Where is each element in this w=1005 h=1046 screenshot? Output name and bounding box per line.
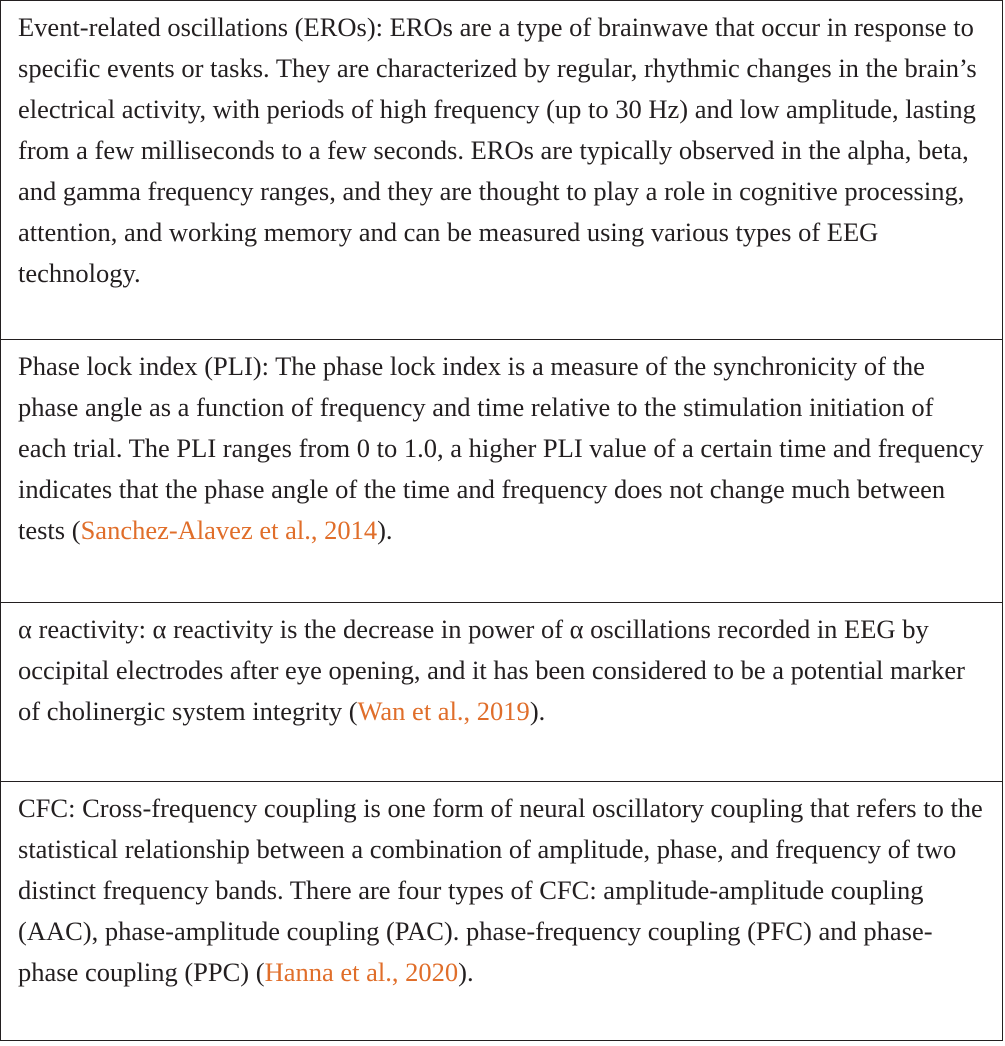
citation-link[interactable]: Hanna et al., 2020 xyxy=(264,957,459,987)
cfc-definition-cell xyxy=(1,782,1003,1041)
definition-suffix: ). xyxy=(377,515,393,545)
citation-link[interactable]: Wan et al., 2019 xyxy=(357,696,530,726)
definition-text: α reactivity: α reactivity is the decrease in power of α oscillations recorded in EEG by occipital electrodes after eye opening, and it has been considered to be a potential marker of cholinergic system integrity ( xyxy=(18,614,965,726)
pli-definition-cell xyxy=(1,340,1003,603)
definition-text: CFC: Cross-frequency coupling is one form of neural oscillatory coupling that refers to the statistical relationship between a combination of amplitude, phase, and frequency of two distinct frequency bands. There are four types of CFC: amplitude-amplitude coupling (AAC), phase-amplitude coupling (PAC). phase-frequency coupling (PFC) and phase-phase coupling (PPC) ( xyxy=(18,793,983,987)
citation-link[interactable]: Sanchez-Alavez et al., 2014 xyxy=(80,515,378,545)
ero-definition-cell xyxy=(1,1,1003,340)
table-row xyxy=(1,782,1003,1041)
definition-text: Event-related oscillations (EROs): EROs are a type of brainwave that occur in response to specific events or tasks. They are characterized by regular, rhythmic changes in the brain’s electrical activity, with periods of high frequency (up to 30 Hz) and low amplitude, lasting from a few milliseconds to a few seconds. EROs are typically observed in the alpha, beta, and gamma frequency ranges, and they are thought to play a role in cognitive processing, attention, and working memory and can be measured using various types of EEG technology. xyxy=(18,12,977,288)
table-row xyxy=(1,603,1003,782)
alpha-reactivity-definition-cell xyxy=(1,603,1003,782)
definition-suffix: ). xyxy=(529,696,546,726)
definition-text: Phase lock index (PLI): The phase lock index is a measure of the synchronicity of the phase angle as a function of frequency and time relative to the stimulation initiation of each trial. The PLI ranges from 0 to 1.0, a higher PLI value of a certain time and frequency indicates that the phase angle of the time and frequency does not change much between tests ( xyxy=(18,351,984,545)
definition-suffix: ). xyxy=(458,957,474,987)
table-row xyxy=(1,340,1003,603)
table-row xyxy=(1,1,1003,340)
